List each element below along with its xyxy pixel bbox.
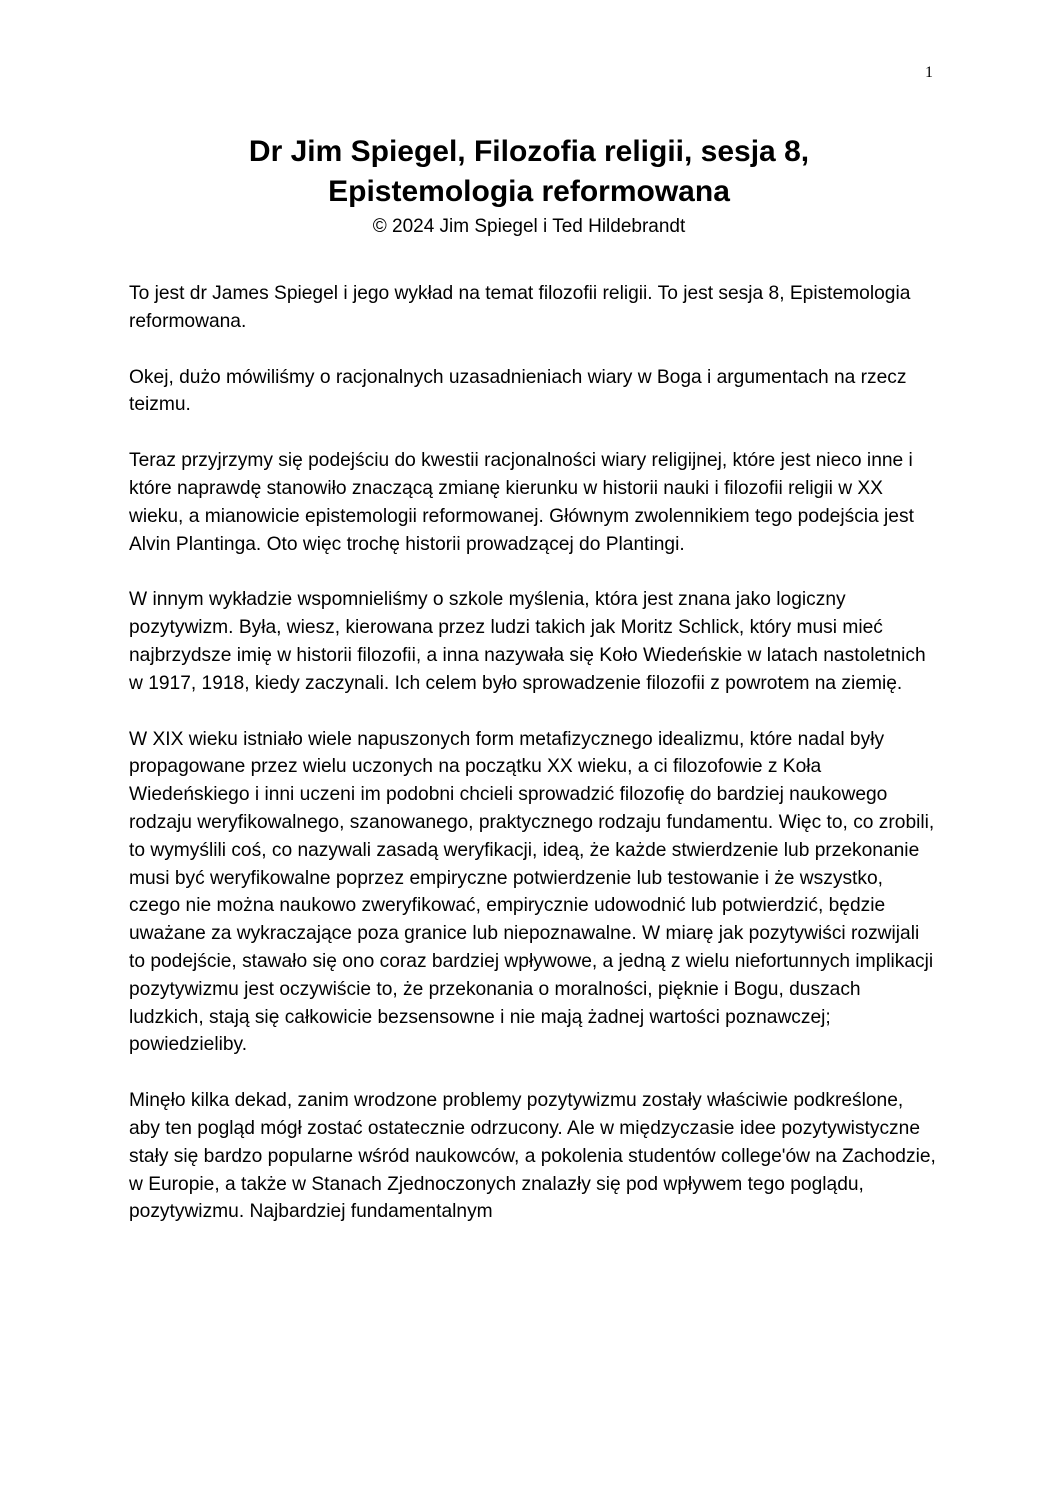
paragraph: Teraz przyjrzymy się podejściu do kwestii racjonalności wiary religijnej, które jest nieco inne i które naprawdę stanowiło znaczącą zmianę kierunku w historii nauki i filozofii religii w XX wieku, a mianowicie epistemologii reformowanej. Głównym zwolennikiem tego podejścia jest Alvin Plantinga. Oto więc trochę historii prowadzącej do Plantingi. xyxy=(129,450,914,555)
title-line-1: Dr Jim Spiegel, Filozofia religii, sesja 8, xyxy=(248,135,810,168)
title-line-2: Epistemologia reformowana xyxy=(328,175,730,208)
copyright-notice: © 2024 Jim Spiegel i Ted Hildebrandt xyxy=(372,216,686,237)
paragraph: Minęło kilka dekad, zanim wrodzone problemy pozytywizmu zostały właściwie podkreślone, aby ten pogląd mógł zostać ostatecznie odrzucony. Ale w międzyczasie idee pozytywistyczne stały się bardzo popularne wśród naukowców, a pokolenia studentów college'ów na Zachodzie, w Europie, a także w Stanach Zjednoczonych znalazły się pod wpływem tego poglądu, pozytywizmu. Najbardziej fundamentalnym xyxy=(129,1090,936,1223)
page-number: 1 xyxy=(925,64,933,81)
paragraph: W XIX wieku istniało wiele napuszonych form metafizycznego idealizmu, które nadal były propagowane przez wielu uczonych na początku XX wieku, a ci filozofowie z Koła Wiedeńskiego i inni uczeni im podobni chcieli sprowadzić filozofię do bardziej naukowego rodzaju weryfikowalnego, szanowanego, praktycznego rodzaju fundamentu. Więc to, co zrobili, to wymyślili coś, co nazywali zasadą weryfikacji, ideą, że każde stwierdzenie lub przekonanie musi być weryfikowalne poprzez empiryczne potwierdzenie lub testowanie i że wszystko, czego nie można naukowo zweryfikować, empirycznie udowodnić lub potwierdzić, będzie uważane za wykraczające poza granice lub niepoznawalne. W miarę jak pozytywiści rozwijali to podejście, stawało się ono coraz bardziej wpływowe, a jedną z wielu niefortunnych implikacji pozytywizmu jest oczywiście to, że przekonania o moralności, pięknie i Bogu, duszach ludzkich, stają się całkowicie bezsensowne i nie mają żadnej wartości poznawczej; powiedzieliby. xyxy=(129,728,935,1056)
document-body xyxy=(129,280,939,1254)
document-title xyxy=(100,132,958,212)
document-header xyxy=(100,132,958,240)
paragraph: To jest dr James Spiegel i jego wykład na temat filozofii religii. To jest sesja 8, Epistemologia reformowana. xyxy=(129,283,911,332)
paragraph: W innym wykładzie wspomnieliśmy o szkole myślenia, która jest znana jako logiczny pozytywizm. Była, wiesz, kierowana przez ludzi takich jak Moritz Schlick, który musi mieć najbrzydsze imię w historii filozofii, a inna nazywała się Koło Wiedeńskie w latach nastoletnich w 1917, 1918, kiedy zaczynali. Ich celem było sprowadzenie filozofii z powrotem na ziemię. xyxy=(129,589,926,694)
paragraph: Okej, dużo mówiliśmy o racjonalnych uzasadnieniach wiary w Boga i argumentach na rzecz teizmu. xyxy=(129,366,907,416)
